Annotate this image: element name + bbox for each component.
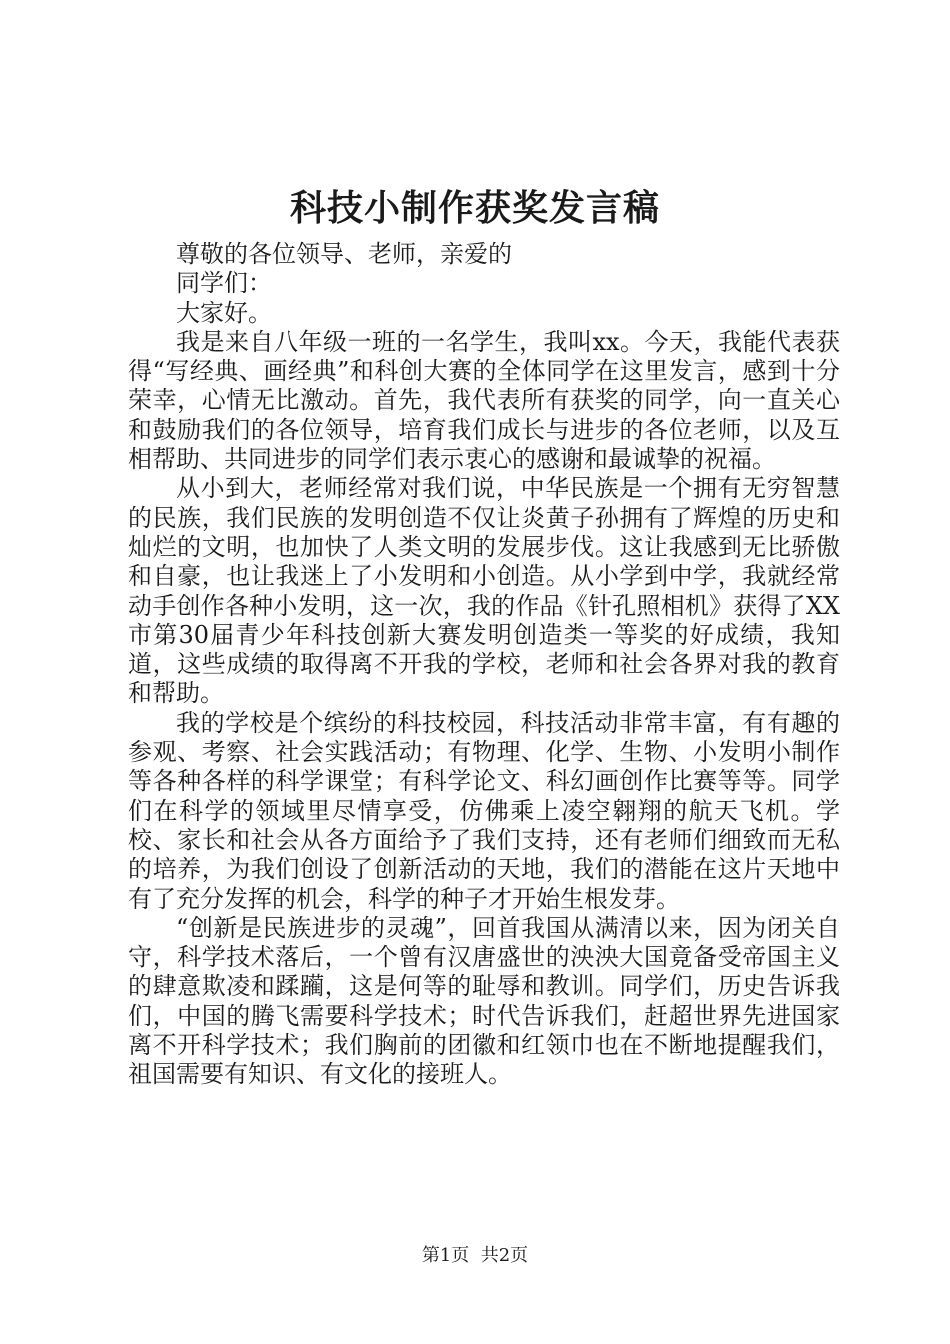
page-number: 第1页 [421,1245,470,1266]
page-total: 共2页 [480,1245,529,1266]
body-paragraph: 从小到大，老师经常对我们说，中华民族是一个拥有无穷智慧的民族，我们民族的发明创造不仅让炎黄子孙拥有了辉煌的历史和灿烂的文明，也加快了人类文明的发展步伐。这让我感到无比骄傲和自豪，也让我迷上了小发明和小创造。从小学到中学，我就经常动手创作各种小发明，这一次，我的作品《针孔照相机》获得了XX市第30届青少年科技创新大赛发明创造类一等奖的好成绩，我知道，这些成绩的取得离不开我的学校，老师和社会各界对我的教育和帮助。 [128,474,840,708]
greeting: 大家好。 [176,298,272,327]
document-body [128,240,840,1090]
document-title: 科技小制作获奖发言稿 [289,187,660,229]
body-paragraph: 我的学校是个缤纷的科技校园，科技活动非常丰富，有有趣的参观、考察、社会实践活动；有物理、化学、生物、小发明小制作等各种各样的科学课堂；有科学论文、科幻画创作比赛等等。同学们在科学的领域里尽情享受，仿佛乘上凌空翱翔的航天飞机。学校、家长和社会从各方面给予了我们支持，还有老师们细致而无私的培养，为我们创设了创新活动的天地，我们的潜能在这片天地中有了充分发挥的机会，科学的种子才开始生根发芽。 [128,708,840,913]
salutation-line-1: 尊敬的各位领导、老师，亲爱的 [176,240,512,268]
page-footer [0,1244,950,1268]
body-paragraph: 我是来自八年级一班的一名学生，我叫xx。今天，我能代表获得“写经典、画经典”和科创大赛的全体同学在这里发言，感到十分荣幸，心情无比激动。首先，我代表所有获奖的同学，向一直关心和鼓励我们的各位领导，培育我们成长与进步的各位老师，以及互相帮助、共同进步的同学们表示衷心的感谢和最诚挚的祝福。 [128,327,840,474]
salutation-line-2: 同学们： [176,269,272,298]
body-paragraph: “创新是民族进步的灵魂”，回首我国从满清以来，因为闭关自守，科学技术落后，一个曾有汉唐盛世的泱泱大国竟备受帝国主义的肆意欺凌和蹂躏，这是何等的耻辱和教训。同学们，历史告诉我们，中国的腾飞需要科学技术；时代告诉我们，赶超世界先进国家离不开科学技术；我们胸前的团徽和红领巾也在不断地提醒我们，祖国需要有知识、有文化的接班人。 [128,913,840,1089]
